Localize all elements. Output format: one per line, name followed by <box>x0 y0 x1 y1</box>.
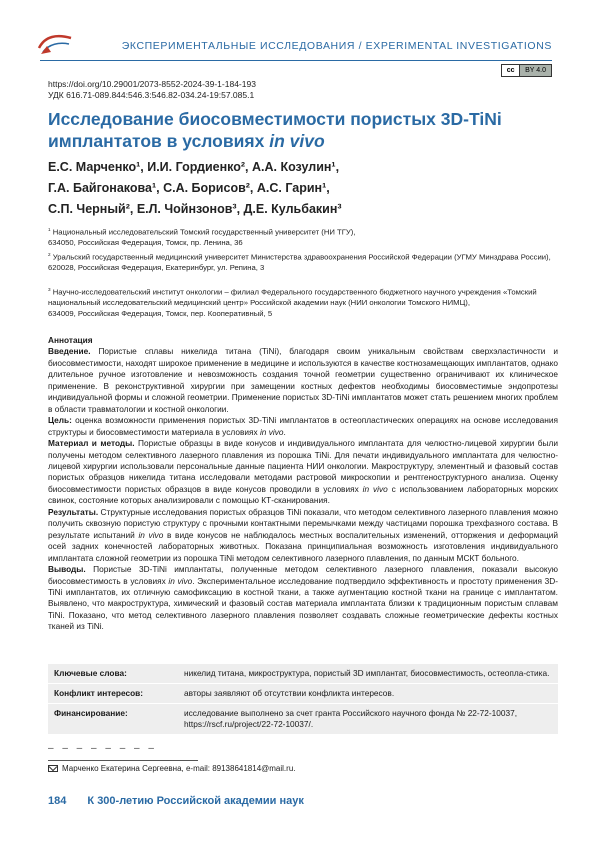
abstract-methods: Материал и методы. Пористые образцы в виде конусов и индивидуального имплантата для челюстно-лицевой хирургии были получены методом селективного лазерного плавления из порошка TiNi. Для печати индивидуального имплантата для челюстно-лицевой хирургии использовали персональные данные пациента НИИ онкологии. Макроструктуру, элементный и фазовый состав пористых образцов никелида титана исследовали методами растровой микроскопии и рентгеноструктурного анализа. Оценку биосовместимости пористых образцов в виде конусов проводили в условиях in vivo с использованием лабораторных морских свинок, состояние которых анализировали с помощью КТ-сканирования. <box>48 438 558 506</box>
affiliation-1: $^1$ Национальный исследовательский Томский государственный университет (НИ ТГУ), 634050, Российская Федерация, Томск, пр. Ленина, 36 <box>48 227 356 248</box>
table-row <box>48 664 558 684</box>
row-label: Конфликт интересов: <box>54 688 143 698</box>
author-list <box>48 157 558 220</box>
header-divider <box>40 60 552 61</box>
table-row <box>48 704 558 734</box>
separator-dashes: – – – – – – – – <box>48 743 157 754</box>
row-value: исследование выполнено за счет гранта Российского научного фонда № 22-72-10037, https://rscf.ru/project/22-72-10037/. <box>184 708 518 729</box>
author-line: Е.С. Марченко¹, И.И. Гордиенко², А.А. Козулин¹, <box>48 160 340 174</box>
row-value: никелид титана, микроструктура, пористый 3D имплантат, биосовместимость, остеопла-стика. <box>184 668 550 678</box>
journal-logo-icon <box>37 32 73 56</box>
doi-block <box>48 79 256 101</box>
row-value: авторы заявляют об отсутствии конфликта интересов. <box>184 688 395 698</box>
row-label: Финансирование: <box>54 708 128 718</box>
abstract-conclusions: Выводы. Пористые 3D-TiNi имплантаты, полученные методом селективного лазерного плавления, показали высокую биосовместимость в условиях in vivo. Экспериментальное исследование подтвердило эффективность и простоту применения 3D-TiNi имплантатов, их отличную самофиксацию в костной ткани, а также аугментацию костной ткани на границе с имплантатом. Выявлено, что макроструктура, химический и фазовый состав материала имплантата близки к традиционным пористым сплавам TiNi. Показано, что метод селективного лазерного плавления позволяет создавать сложные геометрические дефекты костных тканей из TiNi. <box>48 564 558 632</box>
footnote-text: Марченко Екатерина Сергеевна, e-mail: 89138641814@mail.ru. <box>62 764 296 773</box>
table-row <box>48 684 558 704</box>
affiliation-2: $^2$ Уральский государственный медицинский университет Министерства здравоохранения Российской Федерации (УГМУ Минздрава России), 620028, Российская Федерация, Екатеринбург, ул. Репина, 3 <box>48 252 551 273</box>
footnote-divider <box>48 760 198 761</box>
row-label: Ключевые слова: <box>54 668 127 678</box>
abstract-heading: Аннотация <box>48 335 93 345</box>
title-main: Исследование биосовместимости пористых 3D-TiNi имплантатов в условиях <box>48 109 502 151</box>
license-label: BY 4.0 <box>520 65 551 76</box>
section-header: ЭКСПЕРИМЕНТАЛЬНЫЕ ИССЛЕДОВАНИЯ / EXPERIMENTAL INVESTIGATIONS <box>121 40 552 52</box>
footer-text: К 300-летию Российской академии наук <box>87 795 304 807</box>
doi-link[interactable]: https://doi.org/10.29001/2073-8552-2024-39-1-184-193 <box>48 79 256 89</box>
page-number: 184 <box>48 795 67 807</box>
abstract-aim: Цель: оценка возможности применения пористых 3D-TiNi имплантатов в остеопластических операциях на основе исследования структуры и биосовместимости материала в условиях in vivo. <box>48 415 558 437</box>
abstract-intro: Введение. Пористые сплавы никелида титана (TiNi), благодаря своим уникальным свойствам сверхэластичности и биосовместимости, находят широкое применение в медицине и используются в качестве костнозамещающих имплантатов, однако длительное ручное изготовление и невозможность создания точной геометрии существенно ограничивают их клиническое применение. В реконструктивной хирургии при замещении костных дефектов необходимы биосовместимые эндопротезы индивидуальной формы и сложной геометрии. Применение пористых 3D-TiNi имплантатов может стать решением многих проблем в области травматологии и костной онкологии. <box>48 346 558 414</box>
abstract-results: Результаты. Структурные исследования пористых образцов TiNi показали, что методом селективного лазерного плавления можно получить сквозную пористую структуру с прочными контактными перемычками между частицами порошка трехфазного состава. В результате испытаний in vivo в виде конусов не наблюдалось местных воспалительных изменений, отторжения и деформаций осей задних конечностей лабораторных животных. Показана принципиальная возможность изготовления индивидуального имплантата сложной геометрии из порошка TiNi методом селективного лазерного плавления, по данным МСКТ больного. <box>48 506 558 563</box>
license-badge[interactable] <box>501 64 552 77</box>
author-line: С.П. Черный², Е.Л. Чойнзонов³, Д.Е. Кульбакин³ <box>48 202 342 216</box>
page-footer <box>48 795 304 807</box>
affiliation-3: $^3$ Научно-исследовательский институт онкологии – филиал Федерального государственного бюджетного научного учреждения «Томский национальный исследовательский медицинский центр» Российской академии наук (НИИ онкологии Томского НИМЦ), 634009, Российская Федерация, Томск, пер. Кооперативный, 5 <box>48 287 537 318</box>
udk-code: УДК 616.71-089.844:546.3:546.82-034.24-19:57.085.1 <box>48 90 255 100</box>
envelope-icon <box>48 765 58 772</box>
title-italic: in vivo <box>269 131 325 151</box>
cc-icon: cc <box>502 65 520 76</box>
article-title <box>48 108 558 152</box>
author-line: Г.А. Байгонакова¹, С.А. Борисов², А.С. Гарин¹, <box>48 181 330 195</box>
keywords-table <box>48 664 558 734</box>
corresponding-author-note <box>48 764 295 773</box>
abstract <box>48 335 558 633</box>
